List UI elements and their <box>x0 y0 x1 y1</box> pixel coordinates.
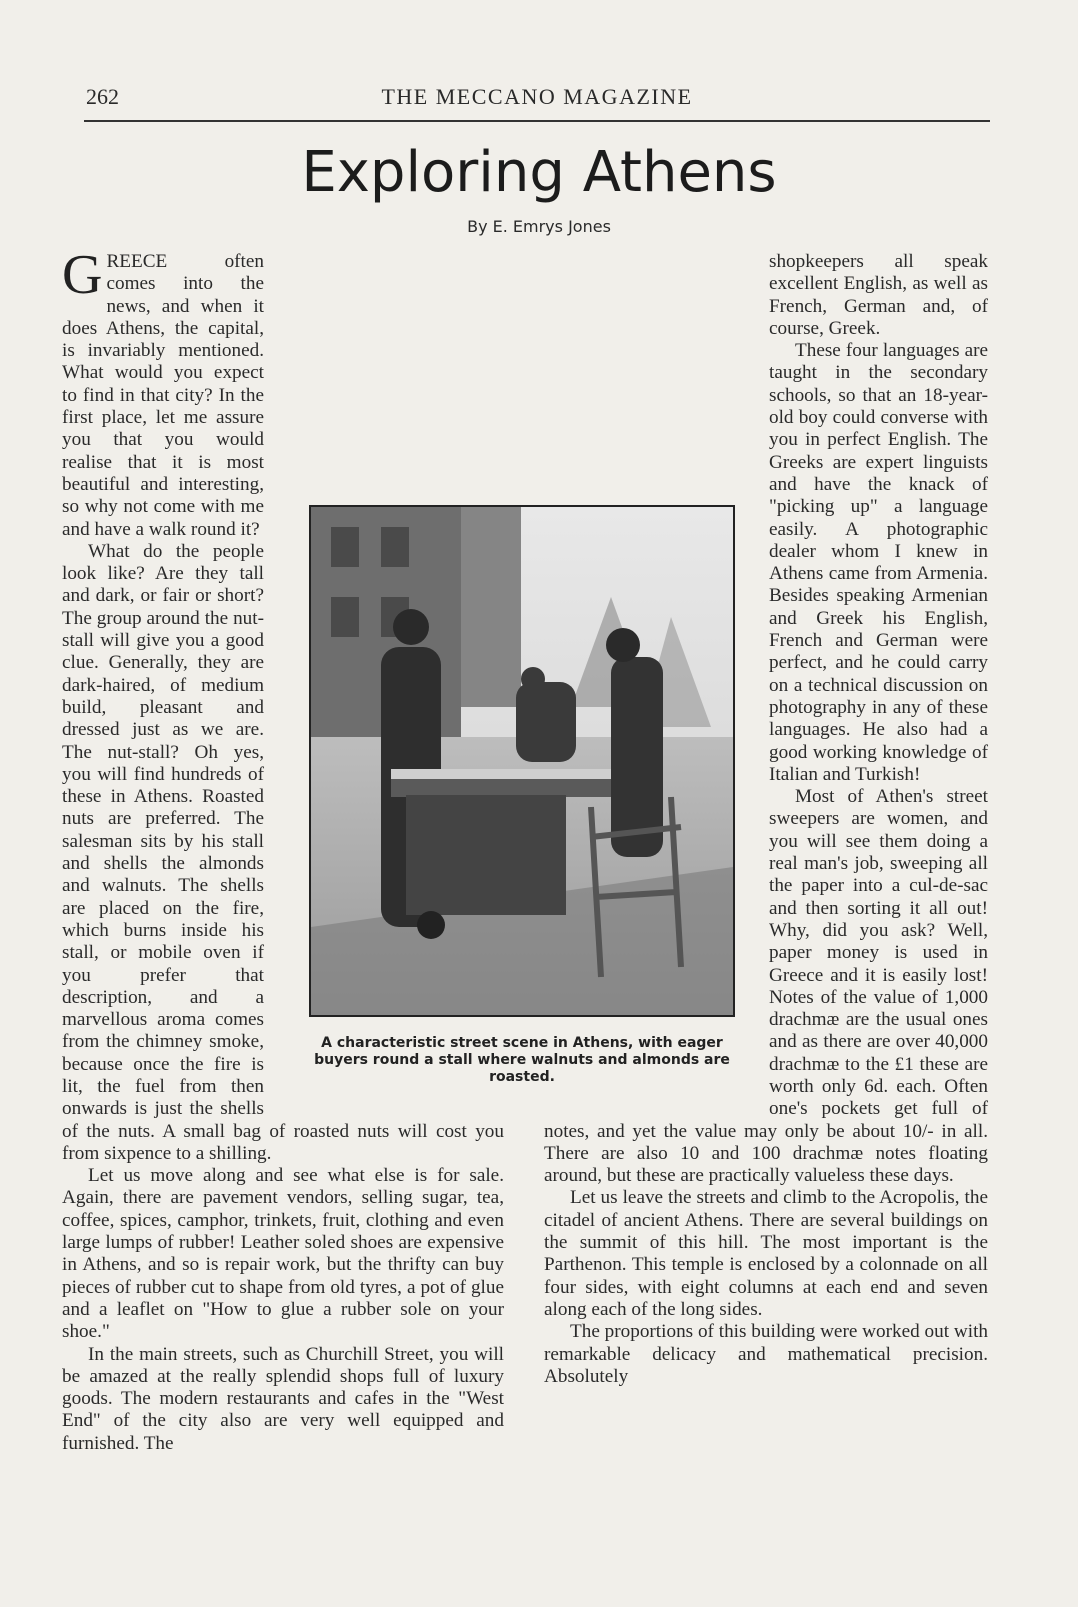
paragraph: Let us move along and see what else is for sale. Again, there are pavement vendors, selling sugar, tea, coffee, spices, camphor, trinkets, fruit, clothing and even large lumps of rubber! Leather soled shoes are expensive in Athens, and so is repair work, but the thrifty can buy pieces of rubber cut to shape from old tyres, a pot of glue and a leaflet on "How to glue a rubber sole on your shoe." <box>62 1165 504 1343</box>
street-scene-photo <box>309 505 735 1017</box>
photo-caption: A characteristic street scene in Athens, with eager buyers round a stall where walnuts and almonds are roasted. <box>314 1035 730 1085</box>
paragraph: These four languages are taught in the secondary schools, so that an 18-year-old boy could converse with you in perfect English. The Greeks are expert linguists and have the knack of "picking up" a language easily. A photographic dealer whom I knew in Athens came from Armenia. Besides speaking Armenian and Greek his English, French and German were perfect, and he could carry on a technical discussion on photography in any of these languages. He also had a good working knowledge of Italian and Turkish! <box>769 340 988 785</box>
page-header <box>84 80 990 122</box>
drop-cap: G <box>62 244 103 306</box>
page-number: 262 <box>86 84 119 109</box>
paragraph: What do the people look like? Are they tall and dark, or fair or short? The group around the nut-stall will give you a good clue. Generally, they are dark-haired, of medium build, pleasant and dressed just as we are. The nut-stall? Oh yes, you will find hundreds of these in Athens. Roasted nuts are preferred. The salesman sits by his stall and shells the almonds and walnuts. The shells are placed on the fire, which burns inside his stall, or mobile oven if you prefer that description, and a marvellous aroma comes from the chimney smoke, because once the fire is lit, the fuel from then onwards is just the shells of the nuts. A small bag of roasted nuts will cost you from sixpence to a shilling. <box>62 540 504 1164</box>
paragraph: shopkeepers all speak excellent English, as well as French, German and, of course, Greek. <box>769 251 988 339</box>
paragraph: GREECE often comes into the news, and when it does Athens, the capital, is invariably mentioned. What would you expect to find in that city? In the first place, let me assure you that you would realise that it is most beautiful and interesting, so why not come with me and have a walk round it? <box>62 244 264 540</box>
paragraph: Let us leave the streets and climb to the Acropolis, the citadel of ancient Athens. There are several buildings on the summit of this hill. The most important is the Parthenon. This temple is enclosed by a colonnade on all four sides, with eight columns at each end and seven along each of the long sides. <box>544 1187 988 1320</box>
magazine-title: THE MECCANO MAGAZINE <box>381 84 693 109</box>
article-byline: By E. Emrys Jones <box>467 217 611 236</box>
nut-stall-photo-illustration <box>311 507 733 1015</box>
paragraph: Most of Athen's street sweepers are women, and you will see them doing a real man's job, sweeping all the paper into a cul-de-sac and then sorting it all out! Why, did you ask? Well, paper money is used in Greece and it is easily lost! Notes of the value of 1,000 drachmæ are the usual ones and as there are over 40,000 drachmæ to the £1 these are worth only 6d. each. Often one's pockets get full of notes, and yet the value may only be about 10/- in all. There are also 10 and 100 drachmæ notes floating around, but these are practically valueless these days. <box>544 786 988 1187</box>
article-title: Exploring Athens <box>301 140 777 205</box>
paragraph: In the main streets, such as Churchill Street, you will be amazed at the really splendid shops full of luxury goods. The modern restaurants and cafes in the "West End" of the city also are very well equipped and furnished. The <box>62 1343 504 1454</box>
paragraph: The proportions of this building were worked out with remarkable delicacy and mathematical precision. Absolutely <box>544 1321 988 1387</box>
